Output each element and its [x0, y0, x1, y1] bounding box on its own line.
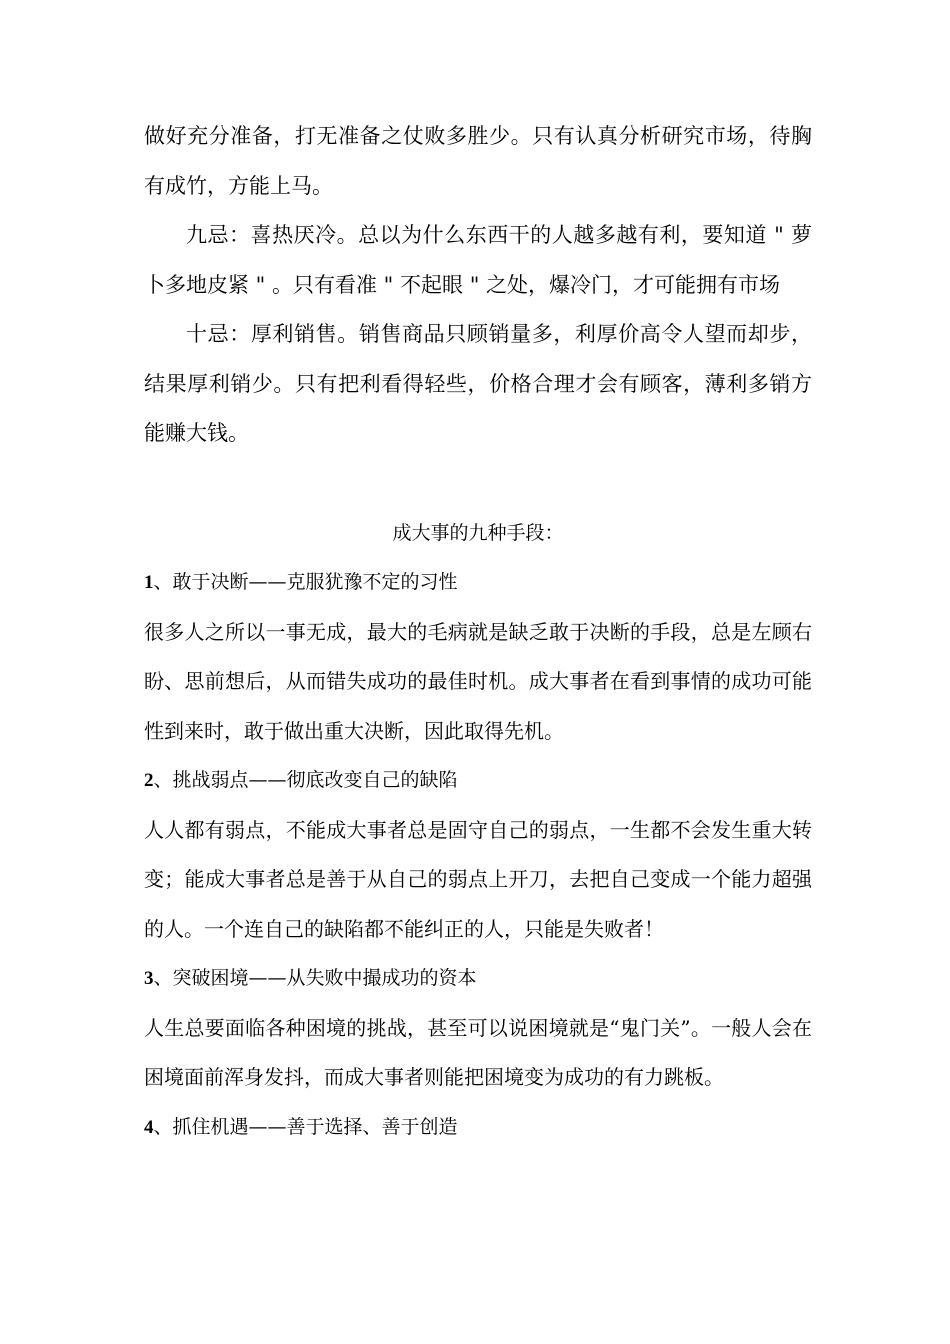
section-spacer: [144, 459, 812, 509]
item-body-3: 人生总要面临各种困境的挑战，甚至可以说困境就是“鬼门关”。一般人会在困境面前浑身发抖，而成大事者则能把困境变为成功的有力跳板。: [144, 1015, 812, 1089]
item-heading-text: 、挑战弱点——彻底改变自己的缺陷: [153, 769, 458, 791]
item-body-1: 很多人之所以一事无成，最大的毛病就是缺乏敢于决断的手段，总是左顾右盼、思前想后，从而错失成功的最佳时机。成大事者在看到事情的成功可能性到来时，敢于做出重大决断，因此取得先机。: [144, 619, 812, 743]
item-heading-3: [144, 954, 812, 1004]
paragraph-ninth-taboo: 九忌：喜热厌冷。总以为什么东西干的人越多越有利，要知道 " 萝卜多地皮紧 " 。只有看准 " 不起眼 " 之处，爆冷门，才可能拥有市场: [144, 223, 812, 297]
item-heading-1: [144, 558, 812, 608]
item-number: 4: [144, 1116, 154, 1138]
item-heading-text: 、抓住机遇——善于选择、善于创造: [153, 1115, 458, 1138]
item-number: 1: [144, 572, 154, 593]
item-heading-2: [144, 756, 812, 806]
paragraph-tenth-taboo: 十忌：厚利销售。销售商品只顾销量多，利厚价高令人望而却步，结果厚利销少。只有把利看得轻些，价格合理才会有顾客，薄利多销方能赚大钱。: [144, 322, 812, 445]
item-body-2: 人人都有弱点，不能成大事者总是固守自己的弱点，一生都不会发生重大转变；能成大事者总是善于从自己的弱点上开刀，去把自己变成一个能力超强的人。一个连自己的缺陷都不能纠正的人，只能是失败者！: [144, 817, 812, 941]
item-heading-text: 、突破困境——从失败中撮成功的资本: [153, 967, 477, 989]
item-number: 3: [144, 968, 154, 989]
item-number: 2: [144, 770, 154, 791]
section-title: 成大事的九种手段：: [392, 521, 564, 544]
paragraph-continuation: 做好充分准备，打无准备之仗败多胜少。只有认真分析研究市场，待胸有成竹，方能上马。: [144, 124, 812, 198]
item-heading-text: 、敢于决断——克服犹豫不定的习性: [153, 571, 458, 593]
item-heading-4: [144, 1103, 812, 1153]
document-page: [144, 112, 812, 1152]
